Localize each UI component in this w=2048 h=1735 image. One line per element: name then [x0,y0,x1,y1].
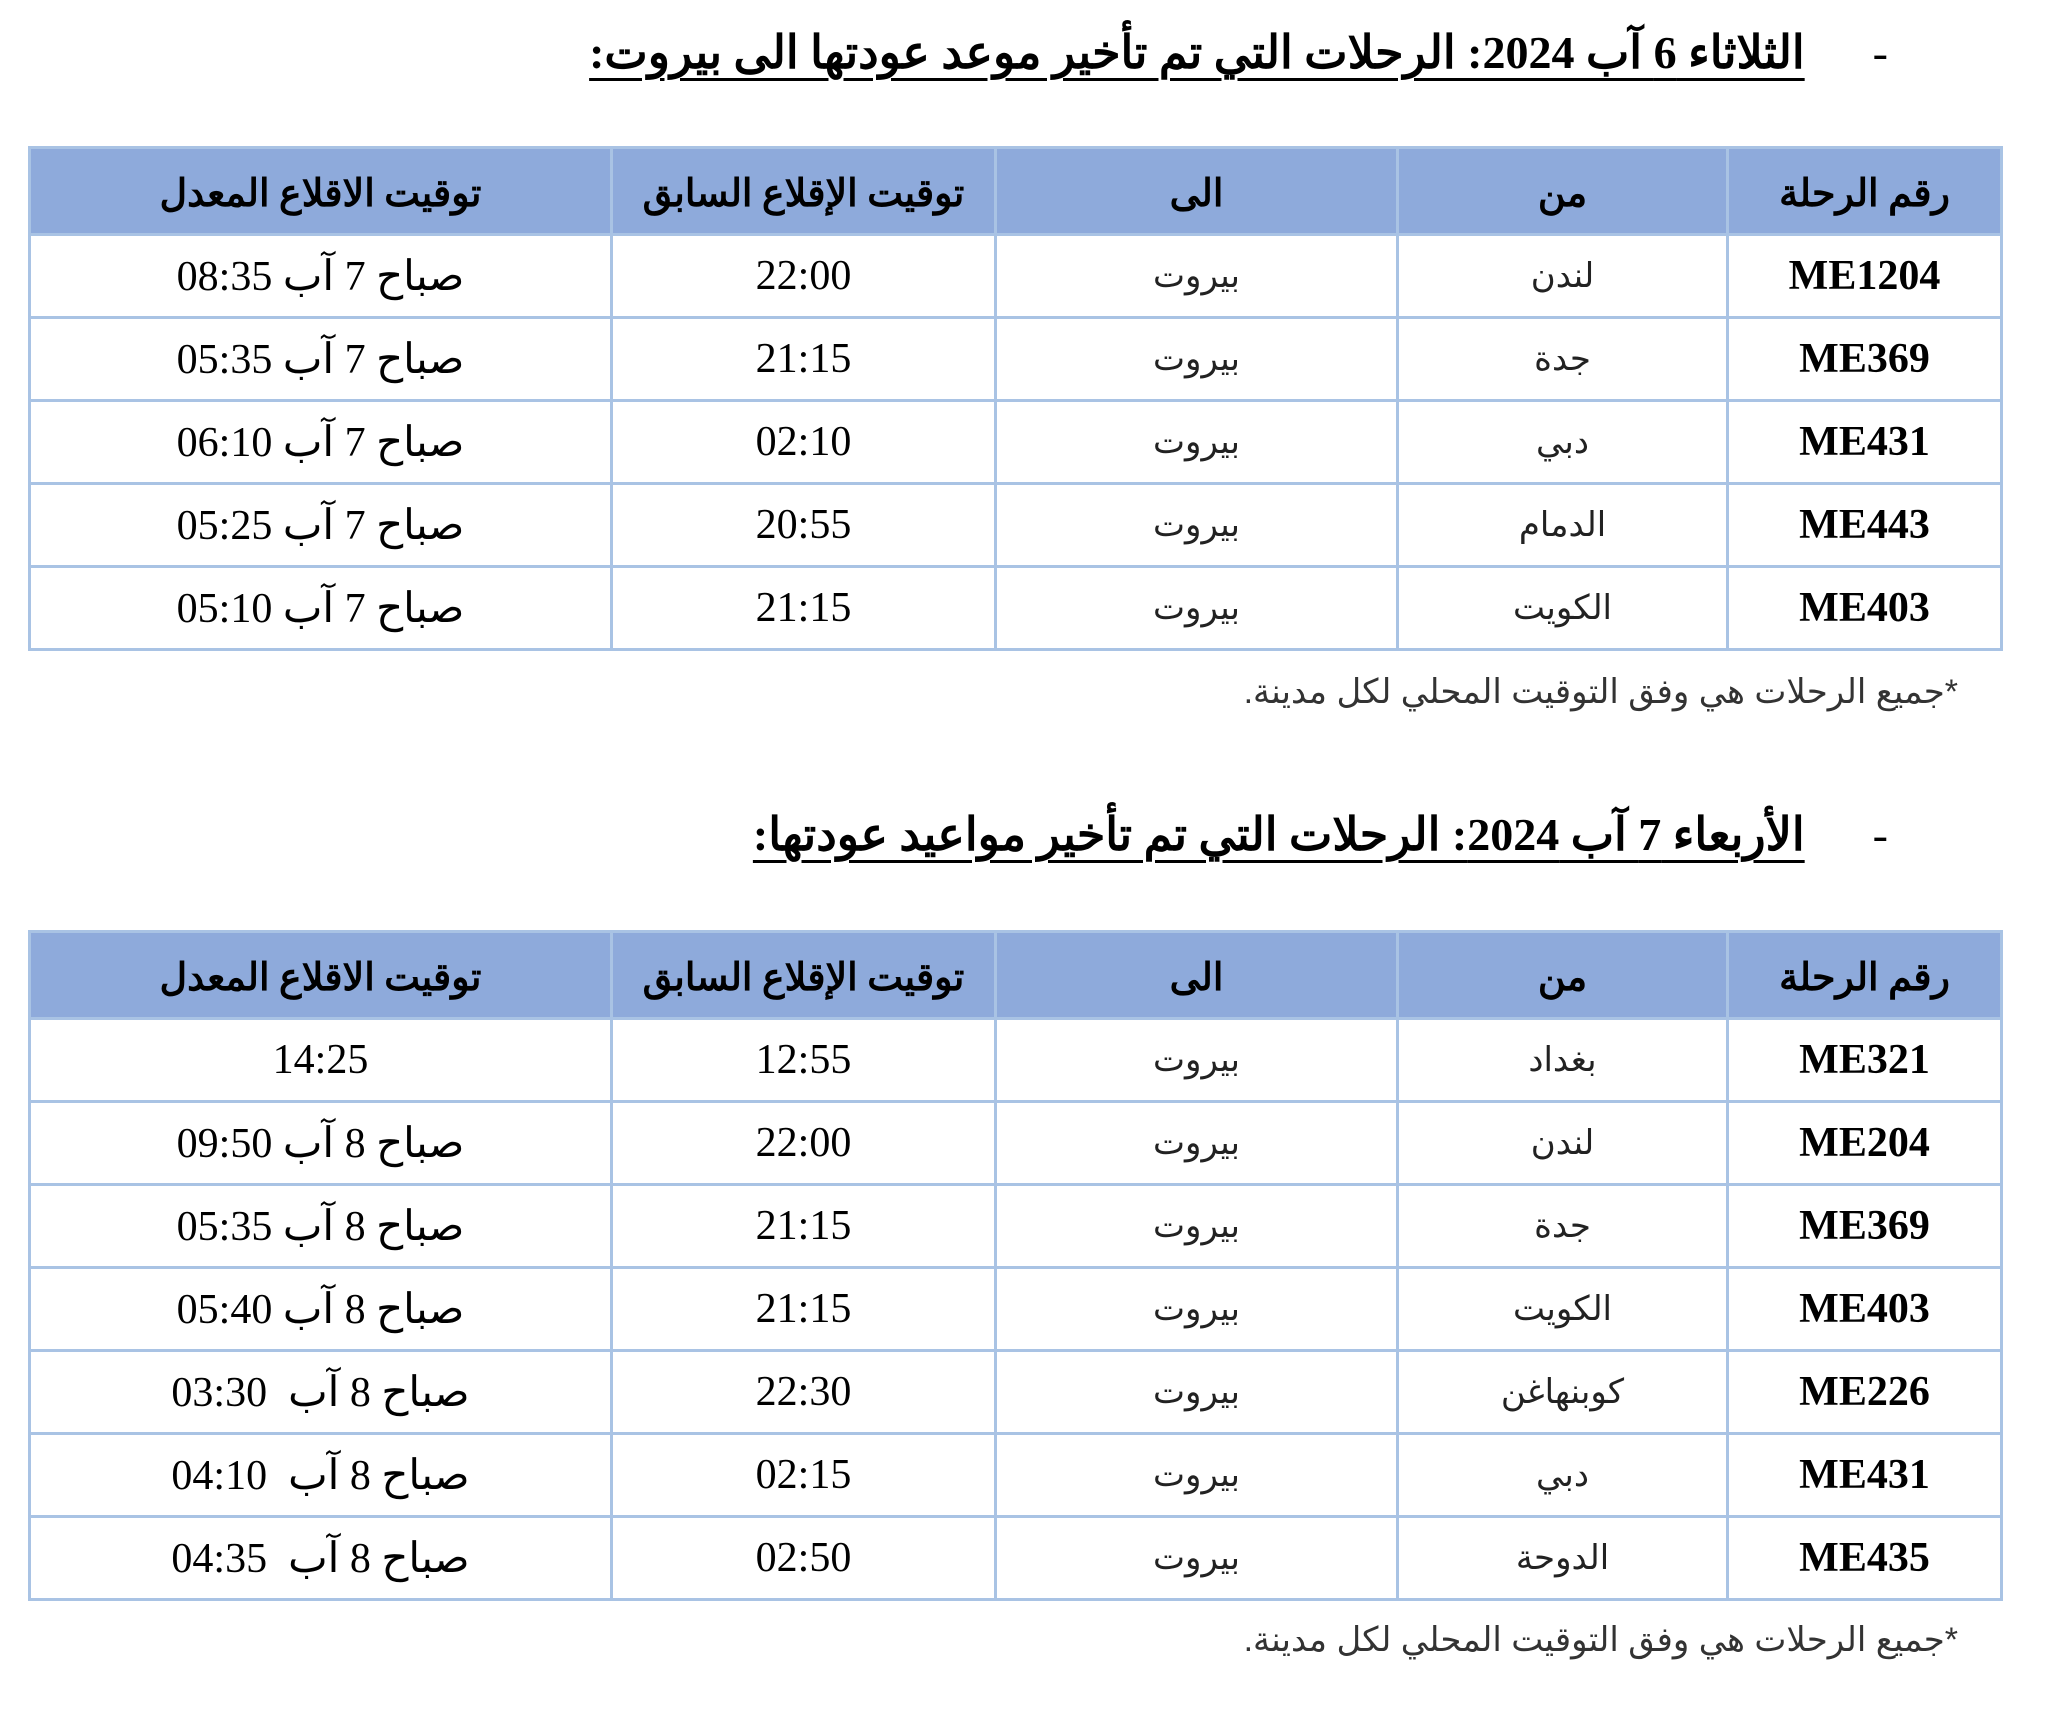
destination-city: بيروت [996,1351,1398,1434]
local-time-note: *جميع الرحلات هي وفق التوقيت المحلي لكل مدينة. [1243,1621,1958,1659]
origin-city: دبي [1398,1434,1728,1517]
flight-number: ME369 [1728,1185,2002,1268]
section-1-title: الثلاثاء 6 آب 2024: الرحلات التي تم تأخير موعد عودتها الى بيروت: [589,27,1805,78]
previous-departure-time: 02:10 [612,401,996,484]
header-from: من [1398,932,1728,1019]
flight-number: ME369 [1728,318,2002,401]
flight-number: ME204 [1728,1102,2002,1185]
destination-city: بيروت [996,567,1398,650]
section-2-title: الأربعاء 7 آب 2024: الرحلات التي تم تأخير مواعيد عودتها: [752,809,1805,860]
header-flight-no: رقم الرحلة [1728,932,2002,1019]
origin-city: الكويت [1398,1268,1728,1351]
revised-departure-time: 08:35 صباح 7 آب [30,235,612,318]
table-row [30,1268,2002,1351]
origin-city: لندن [1398,235,1728,318]
local-time-note: *جميع الرحلات هي وفق التوقيت المحلي لكل مدينة. [1243,673,1958,711]
origin-city: الدمام [1398,484,1728,567]
revised-departure-time: 05:25 صباح 7 آب [30,484,612,567]
heading-dash: - [1872,27,1888,78]
origin-city: لندن [1398,1102,1728,1185]
previous-departure-time: 21:15 [612,1268,996,1351]
destination-city: بيروت [996,1102,1398,1185]
destination-city: بيروت [996,401,1398,484]
destination-city: بيروت [996,1517,1398,1600]
flights-table-aug-7 [28,930,2003,1601]
revised-departure-time: 05:35 صباح 7 آب [30,318,612,401]
revised-departure-time: 03:30 صباح 8 آب [30,1351,612,1434]
table-row [30,567,2002,650]
flight-number: ME403 [1728,1268,2002,1351]
header-flight-no: رقم الرحلة [1728,148,2002,235]
flight-number: ME403 [1728,567,2002,650]
table-row [30,1351,2002,1434]
header-to: الى [996,932,1398,1019]
section-1-heading [589,27,1888,78]
revised-departure-time: 05:10 صباح 7 آب [30,567,612,650]
origin-city: كوبنهاغن [1398,1351,1728,1434]
table-row [30,1517,2002,1600]
flight-number: ME435 [1728,1517,2002,1600]
origin-city: بغداد [1398,1019,1728,1102]
header-new-time: توقيت الاقلاع المعدل [30,932,612,1019]
header-from: من [1398,148,1728,235]
table-row [30,1185,2002,1268]
table-header-row [30,932,2002,1019]
destination-city: بيروت [996,484,1398,567]
previous-departure-time: 12:55 [612,1019,996,1102]
table-row [30,1434,2002,1517]
table-row [30,1102,2002,1185]
header-new-time: توقيت الاقلاع المعدل [30,148,612,235]
destination-city: بيروت [996,235,1398,318]
flight-number: ME431 [1728,1434,2002,1517]
table-row [30,484,2002,567]
revised-departure-time: 04:35 صباح 8 آب [30,1517,612,1600]
header-prev-time: توقيت الإقلاع السابق [612,148,996,235]
table-row [30,318,2002,401]
flight-number: ME226 [1728,1351,2002,1434]
destination-city: بيروت [996,1268,1398,1351]
destination-city: بيروت [996,1019,1398,1102]
revised-departure-time: 06:10 صباح 7 آب [30,401,612,484]
origin-city: جدة [1398,318,1728,401]
previous-departure-time: 21:15 [612,318,996,401]
revised-departure-time: 05:35 صباح 8 آب [30,1185,612,1268]
flight-number: ME321 [1728,1019,2002,1102]
header-to: الى [996,148,1398,235]
table-row [30,401,2002,484]
header-prev-time: توقيت الإقلاع السابق [612,932,996,1019]
revised-departure-time: 05:40 صباح 8 آب [30,1268,612,1351]
destination-city: بيروت [996,1185,1398,1268]
flight-number: ME431 [1728,401,2002,484]
previous-departure-time: 22:30 [612,1351,996,1434]
revised-departure-time: 14:25 [30,1019,612,1102]
table-header-row [30,148,2002,235]
origin-city: الدوحة [1398,1517,1728,1600]
previous-departure-time: 21:15 [612,567,996,650]
table-row [30,1019,2002,1102]
previous-departure-time: 22:00 [612,1102,996,1185]
previous-departure-time: 20:55 [612,484,996,567]
origin-city: جدة [1398,1185,1728,1268]
flight-number: ME443 [1728,484,2002,567]
destination-city: بيروت [996,1434,1398,1517]
revised-departure-time: 04:10 صباح 8 آب [30,1434,612,1517]
origin-city: الكويت [1398,567,1728,650]
flights-table-aug-6 [28,146,2003,651]
section-2-heading [752,809,1888,860]
previous-departure-time: 22:00 [612,235,996,318]
flight-number: ME1204 [1728,235,2002,318]
previous-departure-time: 21:15 [612,1185,996,1268]
previous-departure-time: 02:15 [612,1434,996,1517]
previous-departure-time: 02:50 [612,1517,996,1600]
revised-departure-time: 09:50 صباح 8 آب [30,1102,612,1185]
table-row [30,235,2002,318]
destination-city: بيروت [996,318,1398,401]
heading-dash: - [1872,809,1888,860]
origin-city: دبي [1398,401,1728,484]
